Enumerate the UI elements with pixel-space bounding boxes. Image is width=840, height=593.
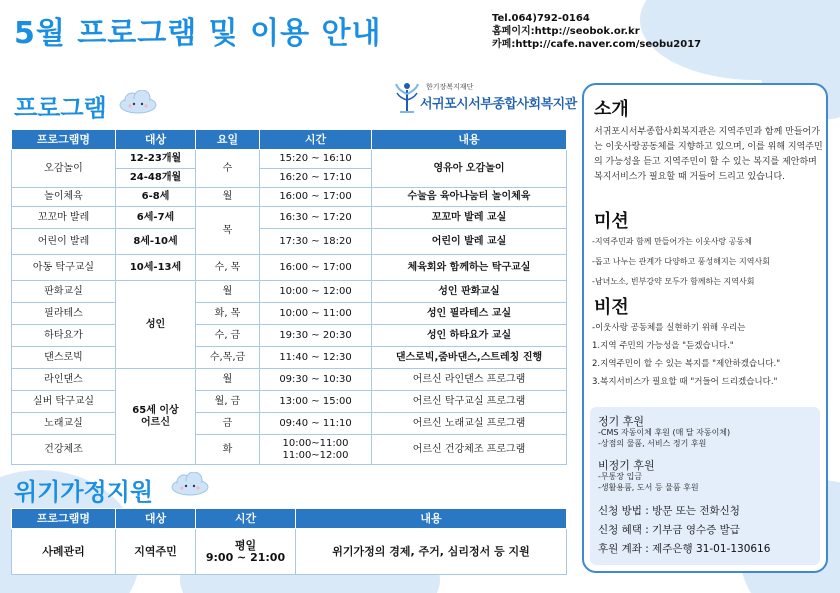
crisis-section-title: 위기가정지원 <box>14 478 154 506</box>
apply-benefit: 신청 혜택 : 기부금 영수증 발급 <box>598 524 740 536</box>
cloud-icon <box>118 90 158 114</box>
program-content: 성인 하타요가 교실 <box>372 325 567 347</box>
program-time: 13:00 ~ 15:00 <box>260 391 372 413</box>
intro-text: 서귀포시서부종합사회복지관은 지역주민과 함께 만들어가는 이웃사랑공동체를 지향하고 있으며, 이를 위해 지역주민의 가능성을 듣고 지역주민이 할 수 있는 복지를 제안하며 복지서비스가 필요할 때 거들어 드리고 있습니다. <box>594 127 823 182</box>
program-day: 화 <box>196 435 260 465</box>
table-row <box>12 529 567 575</box>
program-time: 16:00 ~ 17:00 <box>260 255 372 281</box>
program-name: 꼬꼬마 발레 <box>12 207 116 229</box>
program-time: 10:00~11:00 11:00~12:00 <box>260 435 372 465</box>
program-target: 지역주민 <box>116 529 196 575</box>
table-row <box>12 255 567 281</box>
program-time: 09:40 ~ 11:10 <box>260 413 372 435</box>
program-name: 하타요가 <box>12 325 116 347</box>
list-item: -상점의 물품, 서비스 정기 후원 <box>598 439 707 448</box>
logo-emblem-icon <box>394 80 420 114</box>
list-item: 2.지역주민이 할 수 있는 복지를 "제안하겠습니다." <box>592 359 781 369</box>
program-day: 월 <box>196 369 260 391</box>
program-content: 수눌음 육아나눔터 놀이체육 <box>372 188 567 207</box>
program-name: 라인댄스 <box>12 369 116 391</box>
program-day: 수 <box>196 150 260 188</box>
program-time: 17:30 ~ 18:20 <box>260 229 372 255</box>
program-content: 성인 판화교실 <box>372 281 567 303</box>
cloud-icon <box>170 472 210 496</box>
program-time: 09:30 ~ 10:30 <box>260 369 372 391</box>
irregular-support-heading: 비정기 후원 <box>598 459 655 472</box>
vision-heading: 비전 <box>594 297 629 318</box>
contact-info <box>492 12 701 51</box>
program-name: 어린이 발레 <box>12 229 116 255</box>
table-row <box>12 150 567 169</box>
table-header-row <box>12 509 567 529</box>
regular-support-heading: 정기 후원 <box>598 415 645 428</box>
programs-section-title: 프로그램 <box>14 94 107 122</box>
program-target: 12-23개월 <box>116 150 196 169</box>
header-content: 내용 <box>372 130 567 150</box>
program-day: 수, 목 <box>196 255 260 281</box>
program-time: 16:00 ~ 17:00 <box>260 188 372 207</box>
program-name: 실버 탁구교실 <box>12 391 116 413</box>
program-day: 수,목,금 <box>196 347 260 369</box>
program-name: 아동 탁구교실 <box>12 255 116 281</box>
list-item: -지역주민과 함께 만들어가는 이웃사랑 공동체 <box>592 237 752 246</box>
program-name: 건강체조 <box>12 435 116 465</box>
program-name: 사례관리 <box>12 529 116 575</box>
program-target: 6-8세 <box>116 188 196 207</box>
program-day: 수, 금 <box>196 325 260 347</box>
program-target: 24-48개월 <box>116 169 196 188</box>
list-item: -이웃사랑 공동체를 실현하기 위해 우리는 <box>592 323 746 333</box>
program-target: 6세-7세 <box>116 207 196 229</box>
program-content: 어르신 건강체조 프로그램 <box>372 435 567 465</box>
header-day: 요일 <box>196 130 260 150</box>
program-time: 16:30 ~ 17:20 <box>260 207 372 229</box>
vision-list <box>592 323 824 395</box>
program-content: 어르신 탁구교실 프로그램 <box>372 391 567 413</box>
program-name: 댄스로빅 <box>12 347 116 369</box>
program-name: 판화교실 <box>12 281 116 303</box>
mission-list <box>592 237 824 297</box>
header-time: 시간 <box>196 509 296 529</box>
about-panel <box>582 83 828 573</box>
program-day: 화, 목 <box>196 303 260 325</box>
program-time: 11:40 ~ 12:30 <box>260 347 372 369</box>
table-row <box>12 391 567 413</box>
header-program-name: 프로그램명 <box>12 130 116 150</box>
logo-name-text: 서귀포시서부종합사회복지관 <box>420 97 577 112</box>
table-row <box>12 207 567 229</box>
crisis-table <box>11 508 567 575</box>
table-row <box>12 435 567 465</box>
program-day: 월, 금 <box>196 391 260 413</box>
program-name: 놀이체육 <box>12 188 116 207</box>
organization-logo <box>394 80 577 116</box>
list-item: -남녀노소, 빈부강약 모두가 함께하는 지역사회 <box>592 277 755 286</box>
program-time: 평일 9:00 ~ 21:00 <box>196 529 296 575</box>
program-time: 16:20 ~ 17:10 <box>260 169 372 188</box>
program-content: 어린이 발레 교실 <box>372 229 567 255</box>
table-row <box>12 325 567 347</box>
mission-heading: 미션 <box>594 211 629 232</box>
table-row <box>12 188 567 207</box>
program-content: 성인 필라테스 교실 <box>372 303 567 325</box>
program-time: 10:00 ~ 11:00 <box>260 303 372 325</box>
table-row <box>12 281 567 303</box>
list-item: 1.지역 주민의 가능성을 "듣겠습니다." <box>592 341 734 351</box>
program-target: 65세 이상 어르신 <box>116 369 196 465</box>
apply-method: 신청 방법 : 방문 또는 전화신청 <box>598 505 740 517</box>
table-row <box>12 347 567 369</box>
list-item: -무통장 입금 <box>598 472 643 481</box>
program-content: 위기가정의 경제, 주거, 심리정서 등 지원 <box>296 529 567 575</box>
programs-table <box>11 129 567 465</box>
support-box <box>590 407 820 565</box>
header-program-name: 프로그램명 <box>12 509 116 529</box>
program-content: 어르신 라인댄스 프로그램 <box>372 369 567 391</box>
contact-homepage[interactable]: 홈페이지:http://seobok.or.kr <box>492 26 640 37</box>
table-row <box>12 229 567 255</box>
program-time: 19:30 ~ 20:30 <box>260 325 372 347</box>
program-time: 15:20 ~ 16:10 <box>260 150 372 169</box>
table-row <box>12 303 567 325</box>
program-name: 필라테스 <box>12 303 116 325</box>
header-time: 시간 <box>260 130 372 150</box>
table-row <box>12 413 567 435</box>
program-content: 어르신 노래교실 프로그램 <box>372 413 567 435</box>
header-target: 대상 <box>116 130 196 150</box>
header-content: 내용 <box>296 509 567 529</box>
list-item: 3.복지서비스가 필요할 때 "거들어 드리겠습니다." <box>592 377 778 387</box>
contact-tel: Tel.064)792-0164 <box>492 13 590 24</box>
program-target: 10세-13세 <box>116 255 196 281</box>
list-item: -생활용품, 도서 등 물품 후원 <box>598 483 699 492</box>
program-target: 8세-10세 <box>116 229 196 255</box>
donation-account: 후원 계좌 : 제주은행 31-01-130616 <box>598 543 771 555</box>
program-day: 월 <box>196 281 260 303</box>
contact-cafe[interactable]: 카페:http://cafe.naver.com/seobu2017 <box>492 39 702 50</box>
table-row <box>12 369 567 391</box>
header-target: 대상 <box>116 509 196 529</box>
logo-foundation-text: 한기장복지재단 <box>426 83 474 91</box>
list-item: -CMS 자동이체 후원 (매 달 자동이체) <box>598 428 731 437</box>
program-target: 성인 <box>116 281 196 369</box>
list-item: -돕고 나누는 관계가 다양하고 풍성해지는 지역사회 <box>592 257 770 266</box>
table-header-row <box>12 130 567 150</box>
page-title: 5월 프로그램 및 이용 안내 <box>14 16 382 51</box>
program-day: 금 <box>196 413 260 435</box>
program-time: 10:00 ~ 12:00 <box>260 281 372 303</box>
program-day: 목 <box>196 207 260 255</box>
program-day: 월 <box>196 188 260 207</box>
program-content: 영유아 오감놀이 <box>372 150 567 188</box>
program-name: 오감놀이 <box>12 150 116 188</box>
program-content: 체육회와 함께하는 탁구교실 <box>372 255 567 281</box>
intro-heading: 소개 <box>594 99 629 120</box>
program-name: 노래교실 <box>12 413 116 435</box>
program-content: 꼬꼬마 발레 교실 <box>372 207 567 229</box>
program-content: 댄스로빅,줌바댄스,스트레칭 진행 <box>372 347 567 369</box>
